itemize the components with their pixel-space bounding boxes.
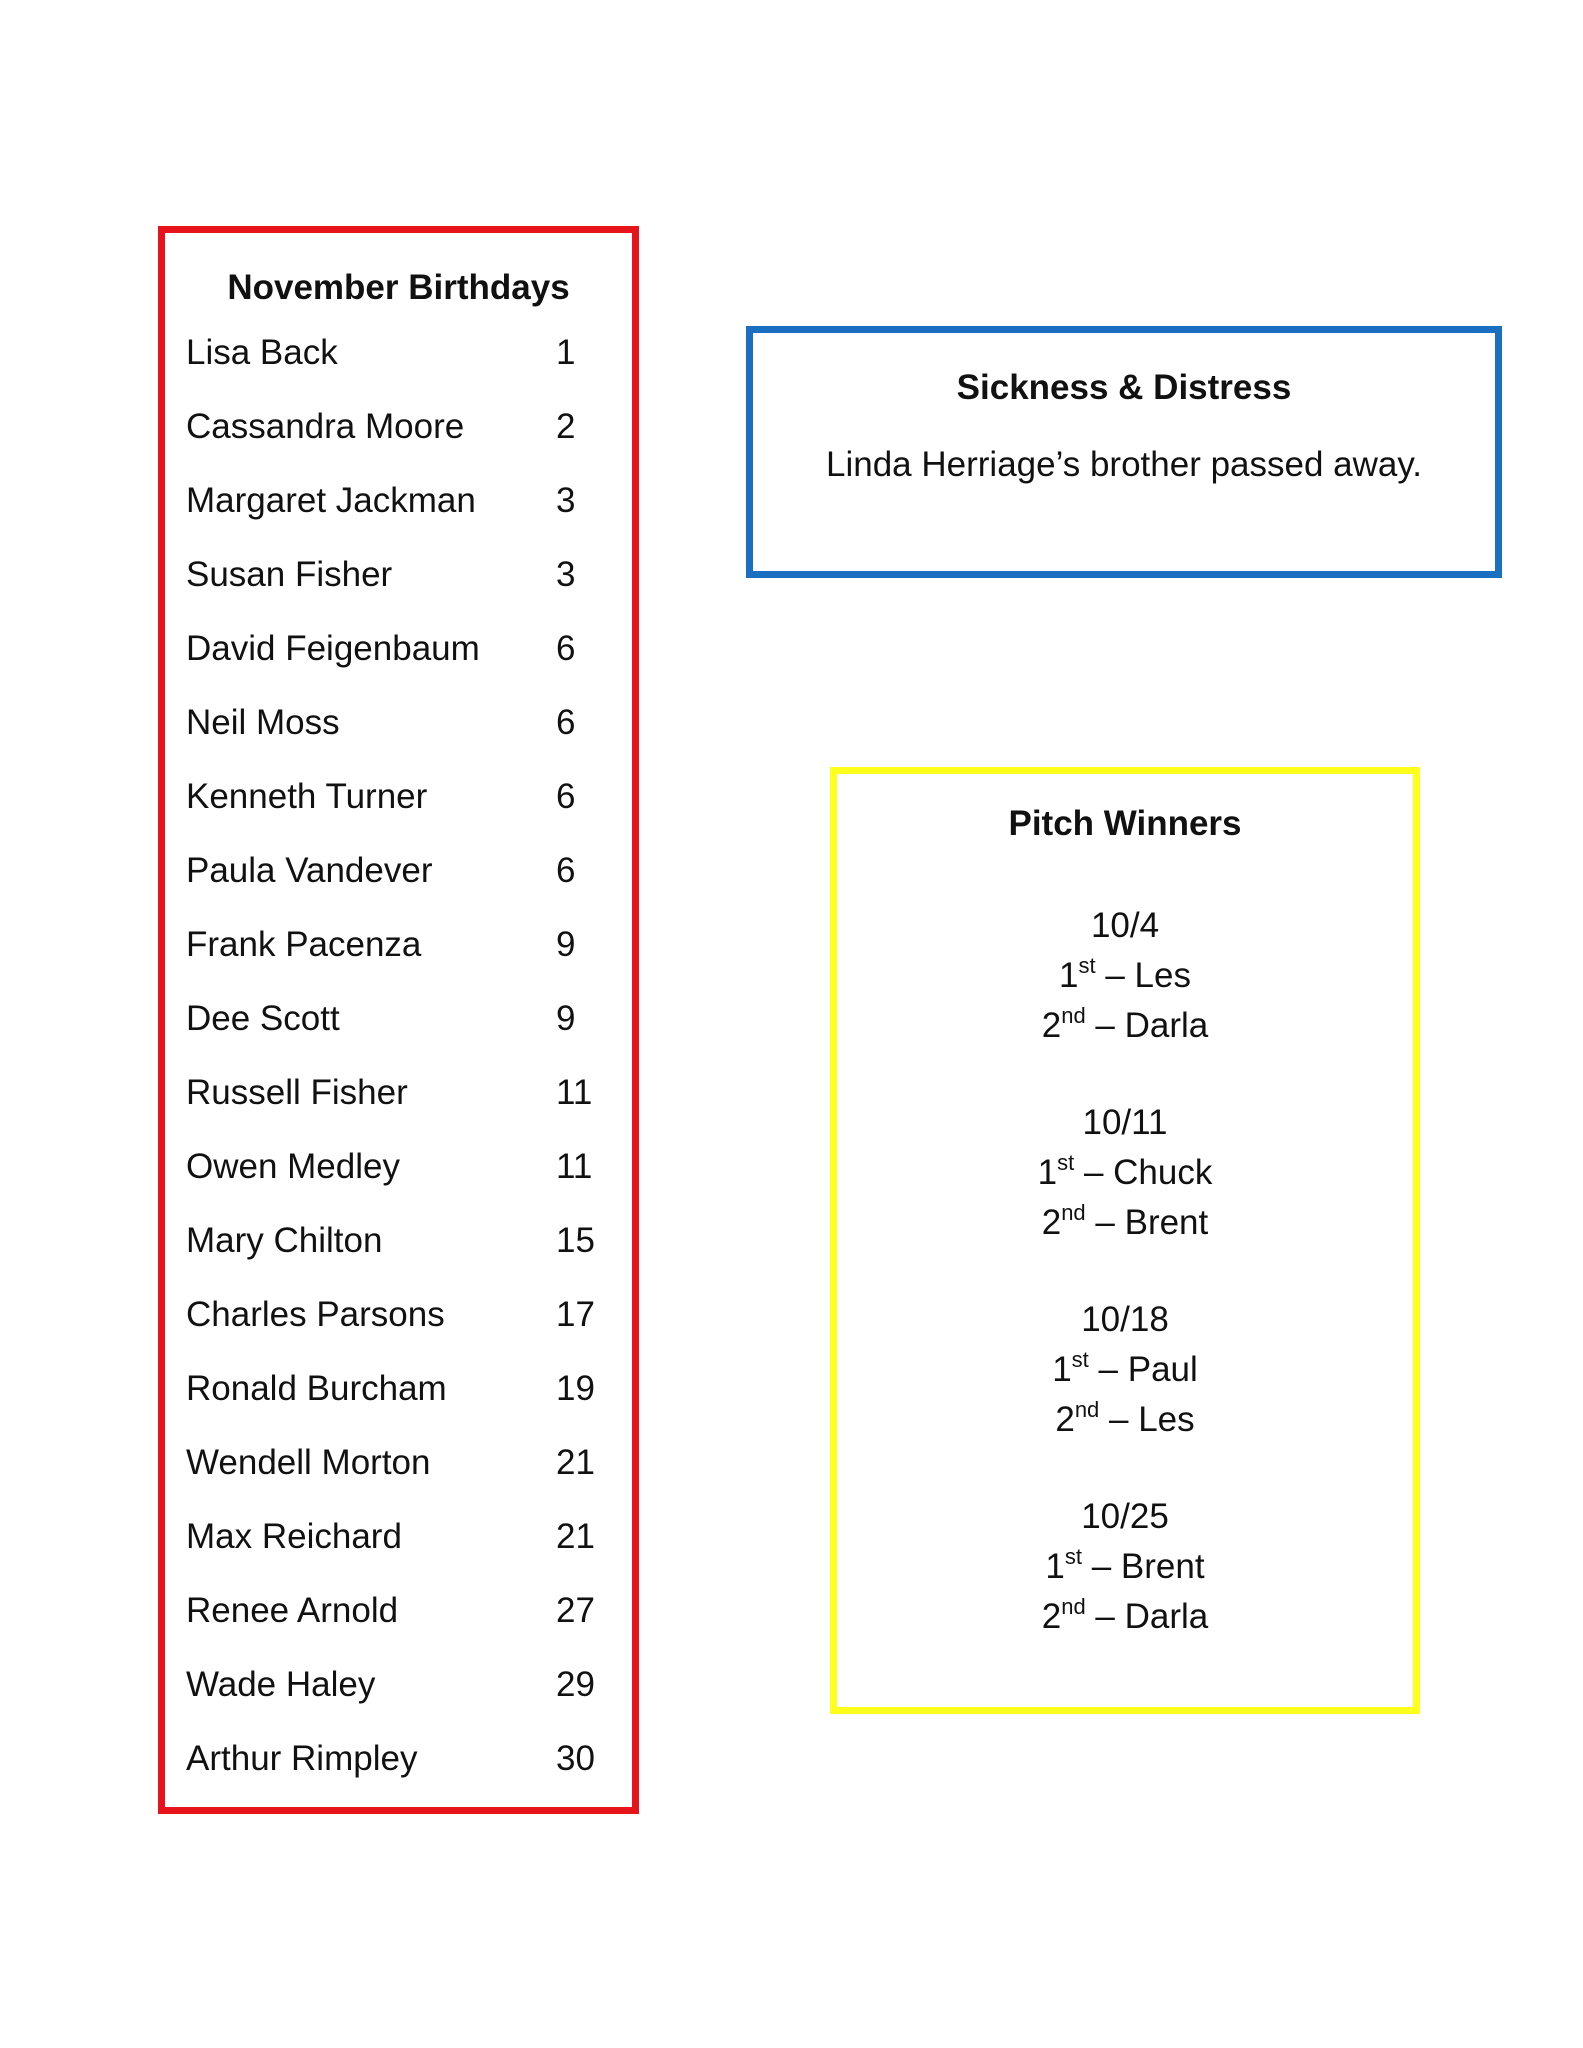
birthday-name: Kenneth Turner xyxy=(186,777,428,816)
birthday-name: Charles Parsons xyxy=(186,1295,445,1334)
pitch-week xyxy=(837,901,1413,1051)
birthday-name: Neil Moss xyxy=(186,703,340,742)
place-suffix: st xyxy=(1057,1150,1075,1175)
pitch-second-place xyxy=(837,1198,1413,1248)
sickness-box xyxy=(746,326,1502,578)
birthday-name: Frank Pacenza xyxy=(186,925,422,964)
sickness-text: Linda Herriage’s brother passed away. xyxy=(826,445,1422,484)
pitch-first-place xyxy=(837,1542,1413,1592)
birthday-day: 9 xyxy=(556,925,576,964)
birthday-row xyxy=(165,1147,632,1187)
pitch-second-place xyxy=(837,1592,1413,1642)
birthday-name: Renee Arnold xyxy=(186,1591,399,1630)
pitch-week xyxy=(837,1295,1413,1445)
place-suffix: nd xyxy=(1061,1003,1086,1028)
birthday-day: 6 xyxy=(556,629,576,668)
pitch-date: 10/11 xyxy=(1082,1103,1168,1142)
pitch-first-place xyxy=(837,1345,1413,1395)
birthdays-title: November Birthdays xyxy=(227,268,570,307)
birthday-row xyxy=(165,999,632,1039)
place-number: 1 xyxy=(1052,1350,1072,1389)
birthday-name: Dee Scott xyxy=(186,999,340,1038)
pitch-second-place xyxy=(837,1395,1413,1445)
pitch-week xyxy=(837,1492,1413,1642)
place-number: 2 xyxy=(1041,1006,1062,1045)
birthday-day: 3 xyxy=(556,555,576,594)
pitch-first-place xyxy=(837,951,1413,1001)
winner-name: – Darla xyxy=(1095,1006,1209,1045)
place-number: 1 xyxy=(1059,956,1079,995)
birthday-day: 2 xyxy=(556,407,576,446)
sickness-title: Sickness & Distress xyxy=(956,368,1292,407)
birthday-name: Arthur Rimpley xyxy=(186,1739,418,1778)
birthday-row xyxy=(165,407,632,447)
winner-name: – Brent xyxy=(1095,1203,1209,1242)
birthday-row xyxy=(165,1221,632,1261)
winner-name: – Darla xyxy=(1095,1597,1209,1636)
birthday-day: 3 xyxy=(556,481,576,520)
birthday-row xyxy=(165,851,632,891)
pitch-second-place xyxy=(837,1001,1413,1051)
birthday-name: Lisa Back xyxy=(186,333,338,372)
birthday-row xyxy=(165,555,632,595)
birthday-row xyxy=(165,925,632,965)
place-number: 2 xyxy=(1041,1203,1062,1242)
birthday-name: Margaret Jackman xyxy=(186,481,476,520)
birthday-row xyxy=(165,1295,632,1335)
winner-name: – Les xyxy=(1109,1400,1195,1439)
birthday-name: Paula Vandever xyxy=(186,851,433,890)
birthday-row xyxy=(165,1369,632,1409)
birthday-day: 11 xyxy=(556,1147,593,1186)
birthday-row xyxy=(165,1739,632,1779)
birthday-row xyxy=(165,1443,632,1483)
birthday-name: Mary Chilton xyxy=(186,1221,383,1260)
winner-name: – Les xyxy=(1105,956,1191,995)
pitch-date: 10/18 xyxy=(1081,1300,1169,1339)
place-suffix: nd xyxy=(1074,1397,1100,1422)
birthday-name: Wendell Morton xyxy=(186,1443,431,1482)
place-suffix: st xyxy=(1071,1347,1089,1372)
place-number: 1 xyxy=(1045,1547,1065,1586)
birthdays-box xyxy=(158,226,639,1814)
place-number: 2 xyxy=(1055,1400,1075,1439)
pitch-first-place xyxy=(837,1148,1413,1198)
pitch-date: 10/25 xyxy=(1081,1497,1169,1536)
place-suffix: nd xyxy=(1061,1594,1086,1619)
birthday-name: Owen Medley xyxy=(186,1147,400,1186)
birthday-row xyxy=(165,703,632,743)
place-number: 1 xyxy=(1037,1153,1058,1192)
birthday-row xyxy=(165,1517,632,1557)
birthday-day: 1 xyxy=(556,333,576,372)
birthday-day: 6 xyxy=(556,851,576,890)
birthday-row xyxy=(165,333,632,373)
birthday-day: 21 xyxy=(556,1517,595,1556)
pitch-week xyxy=(837,1098,1413,1248)
pitch-box xyxy=(830,767,1420,1714)
birthday-day: 19 xyxy=(556,1369,595,1408)
winner-name: – Brent xyxy=(1091,1547,1205,1586)
birthday-row xyxy=(165,1665,632,1705)
pitch-title: Pitch Winners xyxy=(1008,804,1242,843)
place-suffix: st xyxy=(1078,953,1096,978)
birthday-name: Cassandra Moore xyxy=(186,407,465,446)
birthday-day: 29 xyxy=(556,1665,595,1704)
place-number: 2 xyxy=(1041,1597,1062,1636)
birthday-name: Wade Haley xyxy=(186,1665,376,1704)
birthday-day: 6 xyxy=(556,777,576,816)
place-suffix: st xyxy=(1064,1544,1082,1569)
birthday-name: Ronald Burcham xyxy=(186,1369,447,1408)
birthday-name: Russell Fisher xyxy=(186,1073,408,1112)
place-suffix: nd xyxy=(1061,1200,1086,1225)
birthday-name: Susan Fisher xyxy=(186,555,393,594)
birthday-name: David Feigenbaum xyxy=(186,629,480,668)
birthday-row xyxy=(165,777,632,817)
birthday-day: 27 xyxy=(556,1591,595,1630)
birthday-row xyxy=(165,629,632,669)
birthday-row xyxy=(165,481,632,521)
birthday-day: 11 xyxy=(556,1073,593,1112)
birthday-row xyxy=(165,1591,632,1631)
winner-name: – Paul xyxy=(1098,1350,1198,1389)
birthday-day: 17 xyxy=(556,1295,595,1334)
birthday-day: 30 xyxy=(556,1739,595,1778)
birthday-day: 21 xyxy=(556,1443,595,1482)
winner-name: – Chuck xyxy=(1083,1153,1213,1192)
birthday-row xyxy=(165,1073,632,1113)
birthday-name: Max Reichard xyxy=(186,1517,402,1556)
pitch-date: 10/4 xyxy=(1090,906,1160,945)
birthday-day: 15 xyxy=(556,1221,595,1260)
birthday-day: 9 xyxy=(556,999,576,1038)
birthday-day: 6 xyxy=(556,703,576,742)
